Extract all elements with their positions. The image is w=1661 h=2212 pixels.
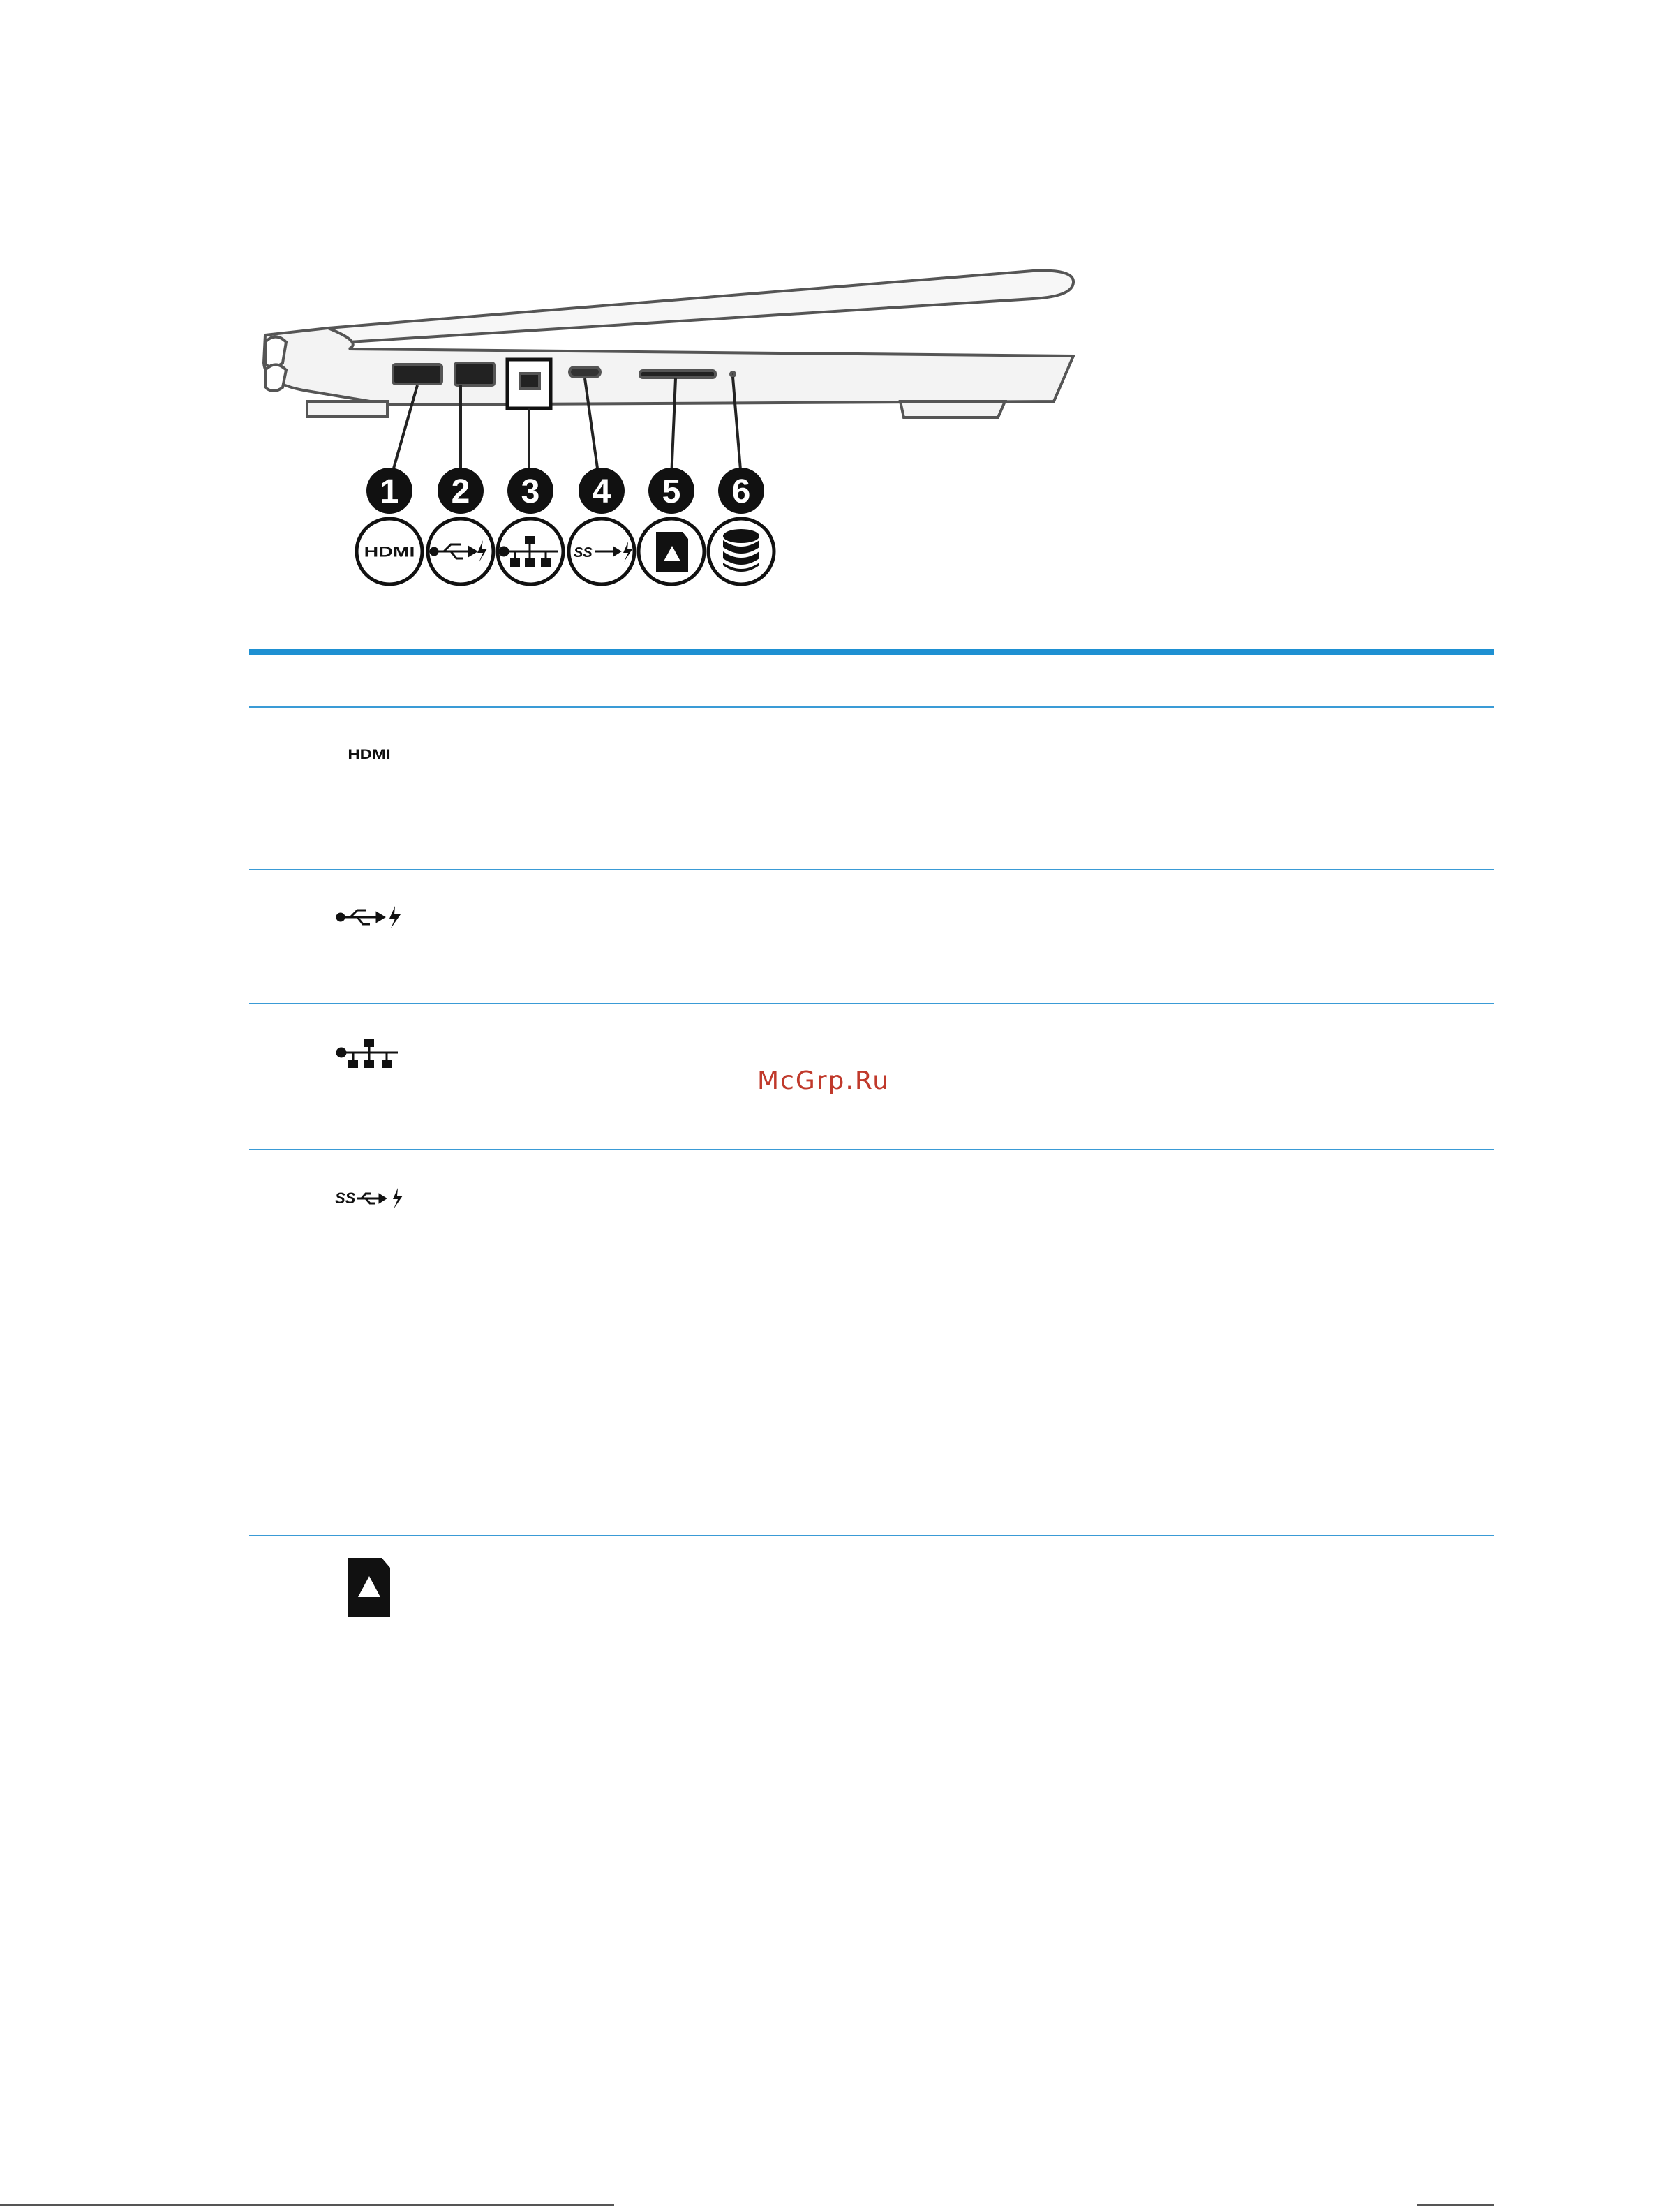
laptop-base: [264, 328, 1073, 417]
table-row-hdmi-icon: [340, 745, 399, 762]
table-row-usb-superspeed-charging-icon: [334, 1187, 406, 1210]
laptop-lid: [328, 271, 1073, 342]
table-row-divider: [249, 869, 1494, 870]
callout-icons: [357, 519, 774, 584]
callout-number-3: 3: [521, 473, 540, 510]
callout-number-1: 1: [380, 473, 399, 510]
table-row-divider: [249, 1003, 1494, 1004]
hdmi-icon: HDMI: [364, 544, 415, 561]
table-row-memory-card-icon: [345, 1557, 394, 1618]
callout-number-5: 5: [662, 473, 681, 510]
callout-number-2: 2: [451, 473, 470, 510]
table-row-usb-charging-icon: [335, 905, 405, 930]
page-bottom-edge: [0, 2204, 614, 2206]
table-row-network-icon: [336, 1037, 401, 1069]
card-reader-slot: [640, 371, 715, 378]
laptop-side-view-figure: [0, 0, 1661, 628]
usb-port: [455, 363, 494, 385]
usb-c-port: [569, 367, 600, 377]
drive-light: [731, 372, 735, 376]
callout-number-6: 6: [731, 473, 751, 510]
page-bottom-edge-right: [1417, 2204, 1494, 2206]
callout-numbers: [366, 468, 764, 514]
table-header-rule: [249, 706, 1494, 708]
table-row-divider: [249, 1535, 1494, 1536]
svg-text:SS: SS: [574, 545, 593, 561]
svg-text:SS: SS: [335, 1189, 356, 1207]
callout-number-4: 4: [592, 473, 611, 510]
hdmi-port: [393, 364, 442, 384]
table-row-divider: [249, 1149, 1494, 1150]
watermark-text: McGrp.Ru: [757, 1067, 891, 1095]
svg-text:HDMI: HDMI: [348, 746, 391, 762]
table-top-rule: [249, 649, 1494, 655]
memory-card-icon: [656, 532, 688, 572]
